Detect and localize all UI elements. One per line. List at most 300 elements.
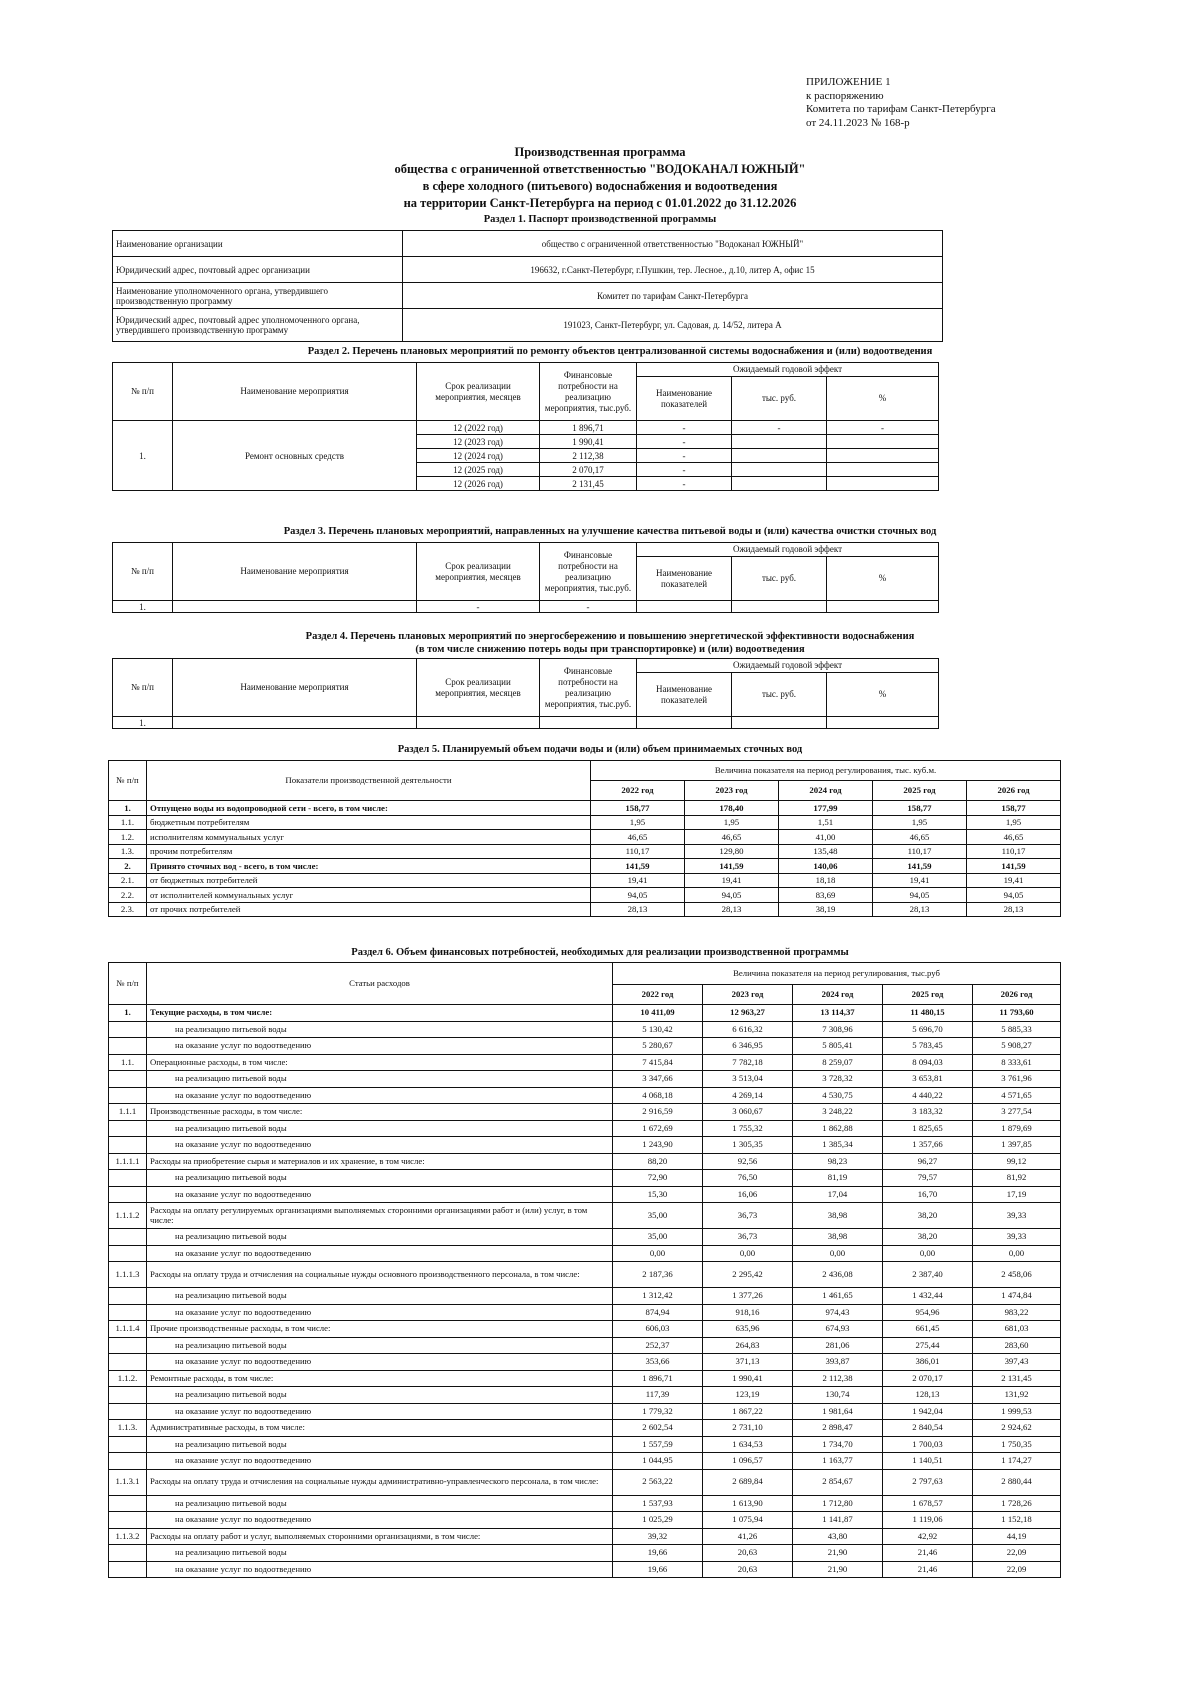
value-cell: 19,66	[613, 1545, 703, 1562]
value-cell: 283,60	[973, 1337, 1061, 1354]
row-number	[109, 1137, 147, 1154]
value-cell: 3 761,96	[973, 1071, 1061, 1088]
value-cell: 135,48	[779, 844, 873, 859]
volume-table	[108, 760, 1061, 917]
value-cell: 21,90	[793, 1545, 883, 1562]
row-label: Отпущено воды из водопроводной сети - всего, в том числе:	[147, 801, 591, 816]
value-cell: 1 140,51	[883, 1453, 973, 1470]
value-cell: 130,74	[793, 1387, 883, 1404]
row-label: Расходы на оплату работ и услуг, выполняемых сторонними организациями, в том числе:	[147, 1528, 613, 1545]
row-number	[109, 1170, 147, 1187]
value-cell: 3 347,66	[613, 1071, 703, 1088]
value-cell: 2 436,08	[793, 1262, 883, 1288]
row-number	[109, 1403, 147, 1420]
table-row	[109, 1354, 1061, 1371]
value-cell: 5 696,70	[883, 1021, 973, 1038]
value-cell: 43,80	[793, 1528, 883, 1545]
header-finance: Финансовые потребности на реализацию мероприятия, тыс.руб.	[540, 659, 637, 717]
row-num: 1.	[113, 601, 173, 613]
value-cell: 99,12	[973, 1153, 1061, 1170]
table-row	[109, 1005, 1061, 1022]
header-thousand-rub: тыс. руб.	[732, 377, 827, 421]
value-cell: 275,44	[883, 1337, 973, 1354]
row-label: от прочих потребителей	[147, 902, 591, 917]
value-cell: 128,13	[883, 1387, 973, 1404]
section-4-title-line: (в том числе снижению потерь воды при транспортировке) и (или) водоотведения	[415, 644, 805, 655]
empty-cell	[173, 717, 417, 729]
row-label: Расходы на оплату регулируемых организациями выполняемых сторонними организациями работ и (или) услуг, в том числе:	[147, 1203, 613, 1229]
value-cell: 1 537,93	[613, 1495, 703, 1512]
value-cell: 2 187,36	[613, 1262, 703, 1288]
value-cell: 2 112,38	[793, 1370, 883, 1387]
table-row	[109, 1420, 1061, 1437]
value-cell: 16,06	[703, 1186, 793, 1203]
value-cell: 36,73	[703, 1229, 793, 1246]
value-cell: 94,05	[873, 888, 967, 903]
value-cell: 1 981,64	[793, 1403, 883, 1420]
value-cell: 2 458,06	[973, 1262, 1061, 1288]
passport-row	[113, 231, 943, 257]
value-cell: 20,63	[703, 1561, 793, 1578]
table-row	[109, 1071, 1061, 1088]
value-cell: 20,63	[703, 1545, 793, 1562]
year-header: 2024 год	[793, 985, 883, 1005]
value-cell: 393,87	[793, 1354, 883, 1371]
row-number: 1.1.1	[109, 1104, 147, 1121]
value-cell: 177,99	[779, 801, 873, 816]
row-num: 1.	[113, 717, 173, 729]
value-cell: 2 916,59	[613, 1104, 703, 1121]
value-cell: 81,92	[973, 1170, 1061, 1187]
value-cell: 6 346,95	[703, 1038, 793, 1055]
dash-cell: -	[417, 601, 540, 613]
value-cell: 1 867,22	[703, 1403, 793, 1420]
table-row	[109, 1153, 1061, 1170]
value-cell: 12 963,27	[703, 1005, 793, 1022]
empty-cell	[827, 601, 939, 613]
table-row	[109, 1495, 1061, 1512]
row-label: на оказание услуг по водоотведению	[147, 1304, 613, 1321]
value-cell: 0,00	[883, 1245, 973, 1262]
row-number: 1.3.	[109, 844, 147, 859]
value-cell: 44,19	[973, 1528, 1061, 1545]
row-label: Ремонтные расходы, в том числе:	[147, 1370, 613, 1387]
value-cell: 28,13	[685, 902, 779, 917]
row-number	[109, 1337, 147, 1354]
year-header: 2026 год	[973, 985, 1061, 1005]
value-cell: 874,94	[613, 1304, 703, 1321]
row-number: 1.1.2.	[109, 1370, 147, 1387]
row-label: на реализацию питьевой воды	[147, 1229, 613, 1246]
value-cell: 38,19	[779, 902, 873, 917]
row-number	[109, 1304, 147, 1321]
value-cell: 110,17	[873, 844, 967, 859]
term-cell: 12 (2026 год)	[417, 477, 540, 491]
row-label: Прочие производственные расходы, в том числе:	[147, 1321, 613, 1338]
value-cell: 11 793,60	[973, 1005, 1061, 1022]
table-row	[109, 1337, 1061, 1354]
title-line: общества с ограниченной ответственностью "ВОДОКАНАЛ ЮЖНЫЙ"	[394, 162, 806, 176]
empty-cell	[827, 717, 939, 729]
value-cell: 1 879,69	[973, 1120, 1061, 1137]
row-label: на реализацию питьевой воды	[147, 1436, 613, 1453]
value-cell: 8 333,61	[973, 1054, 1061, 1071]
header-term: Срок реализации мероприятия, месяцев	[417, 659, 540, 717]
value-cell: 3 060,67	[703, 1104, 793, 1121]
row-number	[109, 1087, 147, 1104]
row-number	[109, 1354, 147, 1371]
table-row	[109, 1370, 1061, 1387]
header-num: № п/п	[109, 963, 147, 1005]
value-cell: 158,77	[591, 801, 685, 816]
value-cell: 19,41	[591, 873, 685, 888]
term-cell: 12 (2023 год)	[417, 435, 540, 449]
value-cell: 7 782,18	[703, 1054, 793, 1071]
row-name: Ремонт основных средств	[173, 421, 417, 491]
value-cell: 1 075,94	[703, 1512, 793, 1529]
row-number: 1.1.1.3	[109, 1262, 147, 1288]
value-cell: 1 141,87	[793, 1512, 883, 1529]
value-cell: 5 783,45	[883, 1038, 973, 1055]
value-cell: 41,26	[703, 1528, 793, 1545]
value-cell: 1 357,66	[883, 1137, 973, 1154]
table-row	[109, 859, 1061, 874]
term-cell: 12 (2024 год)	[417, 449, 540, 463]
value-cell: 5 280,67	[613, 1038, 703, 1055]
value-cell: 1 700,03	[883, 1436, 973, 1453]
row-label: Текущие расходы, в том числе:	[147, 1005, 613, 1022]
value-cell: 36,73	[703, 1203, 793, 1229]
table-row	[109, 1561, 1061, 1578]
empty-cell	[637, 717, 732, 729]
row-label: на реализацию питьевой воды	[147, 1495, 613, 1512]
row-number: 2.	[109, 859, 147, 874]
row-number	[109, 1120, 147, 1137]
year-header: 2025 год	[873, 781, 967, 801]
row-number: 1.	[109, 801, 147, 816]
value-cell: 141,59	[591, 859, 685, 874]
annex-line: к распоряжению	[806, 89, 884, 102]
value-cell: 1 385,34	[793, 1137, 883, 1154]
row-label: Производственные расходы, в том числе:	[147, 1104, 613, 1121]
annex-line: ПРИЛОЖЕНИЕ 1	[806, 76, 891, 88]
value-cell: 39,33	[973, 1203, 1061, 1229]
header-finance: Финансовые потребности на реализацию мероприятия, тыс.руб.	[540, 363, 637, 421]
value-cell: 110,17	[591, 844, 685, 859]
dash-cell: -	[637, 449, 732, 463]
row-label: на реализацию питьевой воды	[147, 1545, 613, 1562]
row-number	[109, 1038, 147, 1055]
value-cell: 2 854,67	[793, 1469, 883, 1495]
section-1-title: Раздел 1. Паспорт производственной программы	[483, 214, 717, 225]
title-line: Производственная программа	[514, 145, 686, 159]
value-cell: 1 779,32	[613, 1403, 703, 1420]
value-cell: 39,33	[973, 1229, 1061, 1246]
row-label: Принято сточных вод - всего, в том числе:	[147, 859, 591, 874]
year-header: 2024 год	[779, 781, 873, 801]
row-label: на реализацию питьевой воды	[147, 1288, 613, 1305]
value-cell: 4 440,22	[883, 1087, 973, 1104]
value-cell: 1 862,88	[793, 1120, 883, 1137]
value-cell: 129,80	[685, 844, 779, 859]
passport-row	[113, 257, 943, 283]
year-header: 2022 год	[613, 985, 703, 1005]
empty-cell	[173, 601, 417, 613]
value-cell: 918,16	[703, 1304, 793, 1321]
header-period: Величина показателя на период регулирования, тыс.руб	[613, 963, 1061, 985]
header-num: № п/п	[113, 543, 173, 601]
row-number: 2.1.	[109, 873, 147, 888]
finance-cell: 2 112,38	[540, 449, 637, 463]
value-cell: 0,00	[973, 1245, 1061, 1262]
table-row	[109, 1528, 1061, 1545]
value-cell: 158,77	[873, 801, 967, 816]
value-cell: 1 397,85	[973, 1137, 1061, 1154]
value-cell: 1 825,65	[883, 1120, 973, 1137]
dash-cell: -	[637, 463, 732, 477]
value-cell: 38,20	[883, 1203, 973, 1229]
value-cell: 2 797,63	[883, 1469, 973, 1495]
table-row	[109, 1469, 1061, 1495]
passport-table	[112, 230, 943, 342]
row-label: на оказание услуг по водоотведению	[147, 1403, 613, 1420]
value-cell: 19,41	[967, 873, 1061, 888]
value-cell: 635,96	[703, 1321, 793, 1338]
value-cell: 79,57	[883, 1170, 973, 1187]
value-cell: 983,22	[973, 1304, 1061, 1321]
row-label: на реализацию питьевой воды	[147, 1337, 613, 1354]
table-row	[109, 873, 1061, 888]
value-cell: 2 731,10	[703, 1420, 793, 1437]
value-cell: 0,00	[613, 1245, 703, 1262]
empty-cell	[732, 477, 827, 491]
header-num: № п/п	[113, 659, 173, 717]
value-cell: 1 613,90	[703, 1495, 793, 1512]
value-cell: 5 908,27	[973, 1038, 1061, 1055]
header-period: Величина показателя на период регулирования, тыс. куб.м.	[591, 761, 1061, 781]
value-cell: 371,13	[703, 1354, 793, 1371]
value-cell: 19,66	[613, 1561, 703, 1578]
value-cell: 21,46	[883, 1561, 973, 1578]
value-cell: 4 269,14	[703, 1087, 793, 1104]
header-articles: Статьи расходов	[147, 963, 613, 1005]
value-cell: 397,43	[973, 1354, 1061, 1371]
value-cell: 141,59	[967, 859, 1061, 874]
table-row	[109, 1054, 1061, 1071]
value-cell: 92,56	[703, 1153, 793, 1170]
value-cell: 974,43	[793, 1304, 883, 1321]
row-number: 1.1.1.4	[109, 1321, 147, 1338]
value-cell: 17,19	[973, 1186, 1061, 1203]
row-label: Административные расходы, в том числе:	[147, 1420, 613, 1437]
value-cell: 17,04	[793, 1186, 883, 1203]
value-cell: 46,65	[685, 830, 779, 845]
dash-cell: -	[732, 421, 827, 435]
value-cell: 1 896,71	[613, 1370, 703, 1387]
empty-cell	[827, 463, 939, 477]
value-cell: 117,39	[613, 1387, 703, 1404]
row-number	[109, 1021, 147, 1038]
finance-table	[108, 962, 1061, 1578]
table-row	[109, 1288, 1061, 1305]
value-cell: 2 131,45	[973, 1370, 1061, 1387]
passport-label: Наименование уполномоченного органа, утвердившего производственную программу	[113, 283, 403, 309]
title-line: в сфере холодного (питьевого) водоснабжения и водоотведения	[422, 179, 778, 193]
table-row	[109, 1453, 1061, 1470]
table-row	[109, 1170, 1061, 1187]
header-finance: Финансовые потребности на реализацию мероприятия, тыс.руб.	[540, 543, 637, 601]
table-row	[109, 1436, 1061, 1453]
value-cell: 1 377,26	[703, 1288, 793, 1305]
empty-cell	[732, 463, 827, 477]
value-cell: 72,90	[613, 1170, 703, 1187]
empty-cell	[637, 601, 732, 613]
value-cell: 1,95	[967, 815, 1061, 830]
value-cell: 7 308,96	[793, 1021, 883, 1038]
value-cell: 6 616,32	[703, 1021, 793, 1038]
value-cell: 2 070,17	[883, 1370, 973, 1387]
table-row	[109, 1229, 1061, 1246]
header-effect: Ожидаемый годовой эффект	[637, 363, 939, 377]
row-num: 1.	[113, 421, 173, 491]
term-cell: 12 (2025 год)	[417, 463, 540, 477]
dash-cell: -	[637, 477, 732, 491]
value-cell: 94,05	[591, 888, 685, 903]
header-effect: Ожидаемый годовой эффект	[637, 543, 939, 557]
value-cell: 94,05	[967, 888, 1061, 903]
value-cell: 38,98	[793, 1229, 883, 1246]
value-cell: 7 415,84	[613, 1054, 703, 1071]
row-number	[109, 1071, 147, 1088]
value-cell: 28,13	[967, 902, 1061, 917]
value-cell: 1 672,69	[613, 1120, 703, 1137]
value-cell: 2 898,47	[793, 1420, 883, 1437]
value-cell: 0,00	[703, 1245, 793, 1262]
quality-table	[112, 542, 939, 613]
passport-label: Юридический адрес, почтовый адрес организации	[113, 257, 403, 283]
value-cell: 83,69	[779, 888, 873, 903]
value-cell: 1 990,41	[703, 1370, 793, 1387]
value-cell: 42,92	[883, 1528, 973, 1545]
section-4-title	[110, 630, 1110, 656]
title-line: на территории Санкт-Петербурга на период с 01.01.2022 до 31.12.2026	[403, 196, 797, 210]
value-cell: 98,23	[793, 1153, 883, 1170]
value-cell: 252,37	[613, 1337, 703, 1354]
value-cell: 606,03	[613, 1321, 703, 1338]
energy-table	[112, 658, 939, 729]
table-row	[109, 1304, 1061, 1321]
row-number	[109, 1186, 147, 1203]
finance-cell: 1 990,41	[540, 435, 637, 449]
empty-cell	[827, 449, 939, 463]
table-row	[109, 844, 1061, 859]
value-cell: 15,30	[613, 1186, 703, 1203]
passport-label: Юридический адрес, почтовый адрес уполномоченного органа, утвердившего производственную программу	[113, 309, 403, 342]
value-cell: 1 096,57	[703, 1453, 793, 1470]
value-cell: 386,01	[883, 1354, 973, 1371]
header-indicator: Наименование показателей	[637, 673, 732, 717]
value-cell: 18,18	[779, 873, 873, 888]
table-row	[109, 1186, 1061, 1203]
passport-value: Комитет по тарифам Санкт-Петербурга	[403, 283, 943, 309]
header-thousand-rub: тыс. руб.	[732, 673, 827, 717]
value-cell: 1 152,18	[973, 1512, 1061, 1529]
row-number: 1.1.3.2	[109, 1528, 147, 1545]
row-label: на оказание услуг по водоотведению	[147, 1186, 613, 1203]
annex-line: Комитета по тарифам Санкт-Петербурга	[806, 103, 996, 115]
row-label: на оказание услуг по водоотведению	[147, 1087, 613, 1104]
value-cell: 81,19	[793, 1170, 883, 1187]
value-cell: 38,20	[883, 1229, 973, 1246]
value-cell: 46,65	[967, 830, 1061, 845]
value-cell: 2 563,22	[613, 1469, 703, 1495]
value-cell: 2 924,62	[973, 1420, 1061, 1437]
value-cell: 3 728,32	[793, 1071, 883, 1088]
value-cell: 4 530,75	[793, 1087, 883, 1104]
row-number	[109, 1387, 147, 1404]
value-cell: 4 068,18	[613, 1087, 703, 1104]
value-cell: 96,27	[883, 1153, 973, 1170]
table-row	[109, 1387, 1061, 1404]
row-label: Операционные расходы, в том числе:	[147, 1054, 613, 1071]
row-number: 1.1.1.2	[109, 1203, 147, 1229]
table-row	[109, 1021, 1061, 1038]
value-cell: 1,95	[873, 815, 967, 830]
row-label: на оказание услуг по водоотведению	[147, 1453, 613, 1470]
document-title	[100, 144, 1100, 212]
finance-cell: 2 131,45	[540, 477, 637, 491]
row-label: Расходы на оплату труда и отчисления на социальные нужды административно-управленческого персонала, в том числе:	[147, 1469, 613, 1495]
value-cell: 1 942,04	[883, 1403, 973, 1420]
table-row	[109, 1203, 1061, 1229]
row-number: 1.	[109, 1005, 147, 1022]
header-percent: %	[827, 557, 939, 601]
row-number: 1.1.	[109, 1054, 147, 1071]
row-label: на оказание услуг по водоотведению	[147, 1038, 613, 1055]
value-cell: 661,45	[883, 1321, 973, 1338]
row-label: прочим потребителям	[147, 844, 591, 859]
value-cell: 131,92	[973, 1387, 1061, 1404]
value-cell: 5 130,42	[613, 1021, 703, 1038]
value-cell: 3 183,32	[883, 1104, 973, 1121]
empty-cell	[732, 435, 827, 449]
value-cell: 1,95	[685, 815, 779, 830]
row-number	[109, 1436, 147, 1453]
value-cell: 0,00	[793, 1245, 883, 1262]
value-cell: 1 999,53	[973, 1403, 1061, 1420]
value-cell: 88,20	[613, 1153, 703, 1170]
value-cell: 19,41	[685, 873, 779, 888]
value-cell: 1 734,70	[793, 1436, 883, 1453]
passport-label: Наименование организации	[113, 231, 403, 257]
row-label: от бюджетных потребителей	[147, 873, 591, 888]
passport-value: 191023, Санкт-Петербург, ул. Садовая, д. 14/52, литера А	[403, 309, 943, 342]
value-cell: 2 840,54	[883, 1420, 973, 1437]
value-cell: 16,70	[883, 1186, 973, 1203]
row-label: на оказание услуг по водоотведению	[147, 1137, 613, 1154]
value-cell: 3 653,81	[883, 1071, 973, 1088]
section-5-title: Раздел 5. Планируемый объем подачи воды и (или) объем принимаемых сточных вод	[397, 744, 803, 755]
table-row	[109, 1137, 1061, 1154]
value-cell: 22,09	[973, 1545, 1061, 1562]
value-cell: 281,06	[793, 1337, 883, 1354]
header-name: Наименование мероприятия	[173, 659, 417, 717]
table-row	[109, 1262, 1061, 1288]
finance-cell: 2 070,17	[540, 463, 637, 477]
value-cell: 8 259,07	[793, 1054, 883, 1071]
value-cell: 353,66	[613, 1354, 703, 1371]
row-number: 1.1.	[109, 815, 147, 830]
